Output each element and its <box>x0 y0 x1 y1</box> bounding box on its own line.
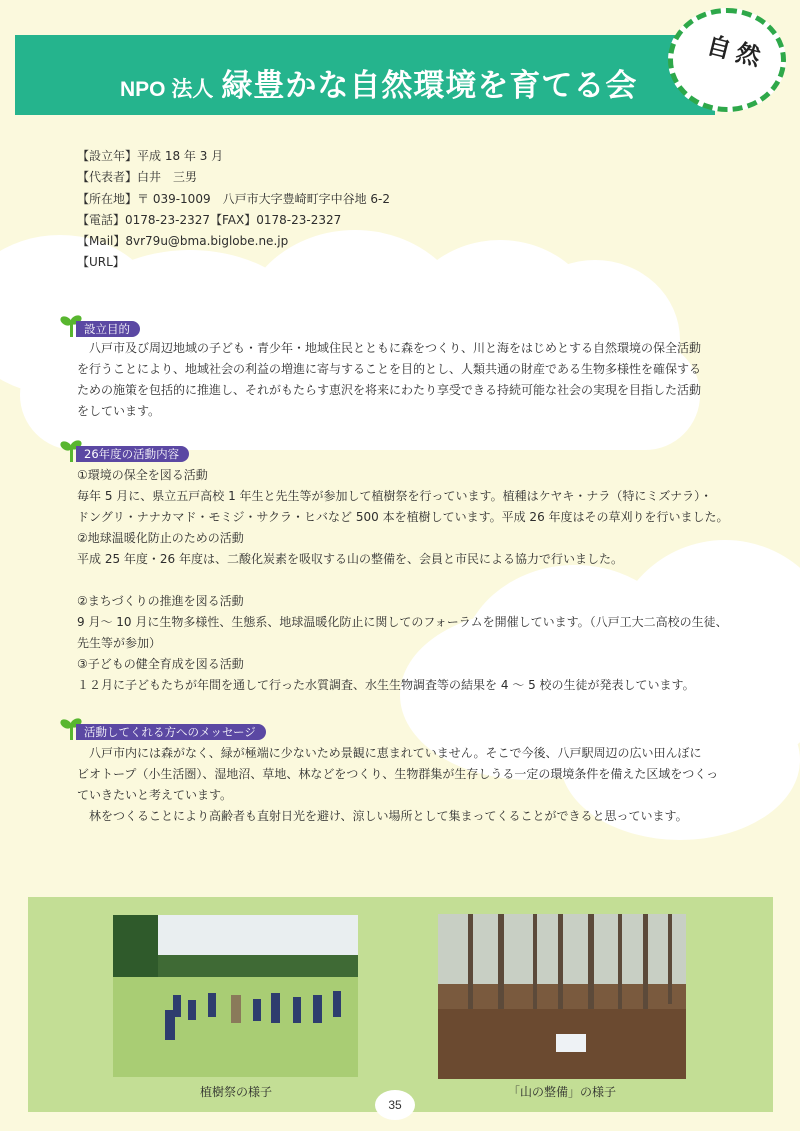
info-established: 【設立年】平成 18 年 3 月 <box>77 149 224 163</box>
activities-text <box>77 465 737 696</box>
text-line: 9 月〜 10 月に生物多様性、生態系、地球温暖化防止に関してのフォーラムを開催しています。（八戸工大二高校の生徒、 <box>77 615 728 629</box>
text-line: 八戸市及び周辺地域の子ども・青少年・地域住民とともに森をつくり、川と海をはじめとする自然環境の保全活動 <box>89 341 702 355</box>
organization-name: 緑豊かな自然環境を育てる会 <box>221 68 638 104</box>
text-line: １２月に子どもたちが年間を通して行った水質調査、水生生物調査等の結果を 4 〜 5 校の生徒が発表しています。 <box>77 678 695 692</box>
purpose-text <box>77 338 737 422</box>
text-line <box>77 570 737 591</box>
text-line: ていきたいと考えています。 <box>77 788 233 802</box>
text-line: ドングリ・ナナカマド・モミジ・サクラ・ヒバなど 500 本を植樹しています。平成 26 年度はその草刈りを行いました。 <box>77 510 729 524</box>
page-title <box>120 60 637 105</box>
text-line: ②まちづくりの推進を図る活動 <box>77 594 244 608</box>
text-line: ための施策を包括的に推進し、それがもたらす恵沢を将来にわたり享受できる持続可能な社会の実現を目指した活動 <box>77 383 702 397</box>
text-line: を行うことにより、地域社会の利益の増進に寄与することを目的とし、人類共通の財産である生物多様性を確保する <box>77 362 702 376</box>
text-line: 林をつくることにより高齢者も直射日光を避け、涼しい場所として集まってくることができると思っています。 <box>89 809 688 823</box>
text-line: ②地球温暖化防止のための活動 <box>77 531 244 545</box>
text-line: ビオトープ（小生活圏）、湿地沼、草地、林などをつくり、生物群集が生存しうる一定の環境条件を備えた区域をつくっ <box>77 767 719 781</box>
mountain-maintenance-image <box>438 914 686 1079</box>
section-heading-label: 活動してくれる方へのメッセージ <box>76 724 266 740</box>
text-line: ③子どもの健全育成を図る活動 <box>77 657 244 671</box>
text-line: 毎年 5 月に、県立五戸高校 1 年生と先生等が参加して植樹祭を行っています。植種はケヤキ・ナラ（特にミズナラ）・ <box>77 489 713 503</box>
mountain-maintenance-photo <box>438 914 686 1079</box>
info-url: 【URL】 <box>77 255 125 270</box>
photo-caption: 「山の整備」の様子 <box>507 1085 616 1099</box>
info-mail: 【Mail】8vr79u@bma.biglobe.ne.jp <box>77 234 289 249</box>
info-phone-fax: 【電話】0178-23-2327【FAX】0178-23-2327 <box>77 212 342 227</box>
text-line: ①環境の保全を図る活動 <box>77 468 208 482</box>
message-text <box>77 743 737 827</box>
section-heading-label: 26年度の活動内容 <box>76 446 189 462</box>
text-line: 八戸市内には森がなく、緑が極端に少ないため景観に恵まれていません。そこで今後、八戸駅周辺の広い田んぼに <box>89 746 702 760</box>
section-heading-label: 設立目的 <box>76 321 140 337</box>
text-line: をしています。 <box>77 404 161 418</box>
tree-planting-photo <box>113 915 358 1077</box>
category-badge-label: 自然 <box>703 31 769 73</box>
npo-label: NPO 法人 <box>120 78 214 101</box>
tree-planting-image <box>113 915 358 1077</box>
info-address: 【所在地】〒 039-1009 八戸市大字豊崎町字中谷地 6-2 <box>77 191 391 206</box>
text-line: 平成 25 年度・26 年度は、二酸化炭素を吸収する山の整備を、会員と市民による協力で行いました。 <box>77 552 623 566</box>
page-number: 35 <box>375 1090 415 1120</box>
organization-info <box>77 146 390 274</box>
text-line: 先生等が参加） <box>77 636 162 650</box>
info-representative: 【代表者】白井 三男 <box>77 170 198 185</box>
photo-caption: 植樹祭の様子 <box>199 1085 272 1099</box>
